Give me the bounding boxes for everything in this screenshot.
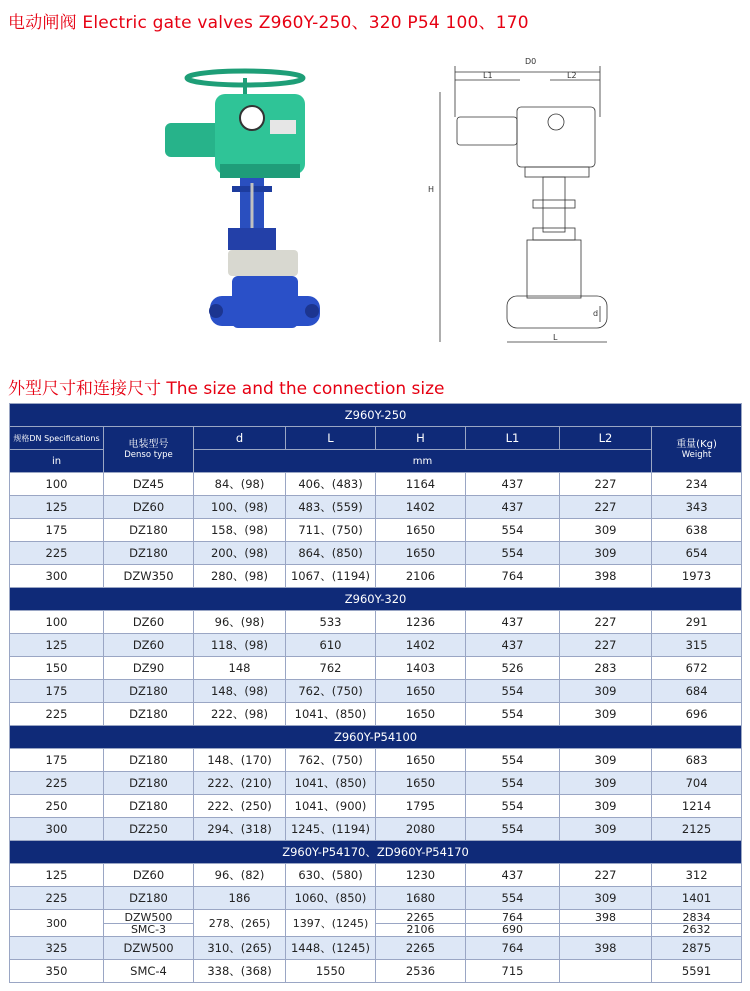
- table-cell: 291: [652, 611, 742, 634]
- section-title: Z960Y-P54170、ZD960Y-P54170: [10, 841, 742, 864]
- spec-table: [9, 403, 742, 983]
- header-weight-en: Weight: [681, 449, 712, 460]
- table-cell: 125: [10, 496, 104, 519]
- table-cell: 437: [466, 496, 560, 519]
- table-row: [10, 542, 742, 565]
- table-cell: DZ60: [104, 496, 194, 519]
- table-cell: 1060、(850): [286, 887, 376, 910]
- table-cell: 309: [560, 795, 652, 818]
- table-cell: 148、(98): [194, 680, 286, 703]
- table-cell: 526: [466, 657, 560, 680]
- table-cell: 1067、(1194): [286, 565, 376, 588]
- table-cell: 118、(98): [194, 634, 286, 657]
- table-row: [10, 864, 742, 887]
- table-cell: 638: [652, 519, 742, 542]
- table-cell: 864、(850): [286, 542, 376, 565]
- table-cell: 554: [466, 887, 560, 910]
- table-cell: [560, 960, 652, 983]
- section-subtitle: 外型尺寸和连接尺寸 The size and the connection size: [8, 379, 445, 399]
- table-cell: 222、(250): [194, 795, 286, 818]
- table-cell: 310、(265): [194, 937, 286, 960]
- table-cell: [466, 910, 560, 937]
- label-d: d: [593, 309, 599, 318]
- table-cell: 1402: [376, 634, 466, 657]
- table-cell: 2265: [376, 937, 466, 960]
- table-cell: 437: [466, 864, 560, 887]
- cell-line-2: 2106: [406, 922, 435, 936]
- table-cell: 343: [652, 496, 742, 519]
- table-row: [10, 887, 742, 910]
- table-cell: DZ180: [104, 703, 194, 726]
- table-row: [10, 795, 742, 818]
- table-cell: 762、(750): [286, 749, 376, 772]
- table-cell: 610: [286, 634, 376, 657]
- table-cell: 234: [652, 473, 742, 496]
- table-cell: 1680: [376, 887, 466, 910]
- table-cell: 300: [10, 565, 104, 588]
- table-cell: 1650: [376, 680, 466, 703]
- table-cell: 100: [10, 473, 104, 496]
- table-cell: DZ60: [104, 611, 194, 634]
- table-cell: 1973: [652, 565, 742, 588]
- table-cell: DZ180: [104, 772, 194, 795]
- table-row: [10, 519, 742, 542]
- table-cell: 283: [560, 657, 652, 680]
- table-cell: 1448、(1245): [286, 937, 376, 960]
- table-cell: 200、(98): [194, 542, 286, 565]
- table-cell: 148: [194, 657, 286, 680]
- table-cell: 1402: [376, 496, 466, 519]
- header-col-H: H: [376, 427, 466, 450]
- table-cell: 2080: [376, 818, 466, 841]
- table-cell: 222、(98): [194, 703, 286, 726]
- table-cell: 1230: [376, 864, 466, 887]
- table-cell: [652, 910, 742, 937]
- table-cell: 1041、(850): [286, 703, 376, 726]
- table-cell: 309: [560, 680, 652, 703]
- table-cell: SMC-4: [104, 960, 194, 983]
- cell-line-1: DZW500: [104, 912, 193, 924]
- label-l1: L1: [483, 71, 493, 80]
- table-cell: 1397、(1245): [286, 910, 376, 937]
- table-row: [10, 565, 742, 588]
- table-cell: 1401: [652, 887, 742, 910]
- table-cell: 554: [466, 818, 560, 841]
- table-row: [10, 749, 742, 772]
- table-cell: [560, 910, 652, 937]
- cell-line-1: 398: [560, 912, 651, 924]
- table-cell: 1650: [376, 542, 466, 565]
- table-cell: 762: [286, 657, 376, 680]
- table-cell: 227: [560, 611, 652, 634]
- table-cell: 1041、(900): [286, 795, 376, 818]
- section-row: [10, 404, 742, 427]
- header-denso: [104, 427, 194, 473]
- table-cell: 533: [286, 611, 376, 634]
- table-cell: 225: [10, 887, 104, 910]
- table-cell: 96、(98): [194, 611, 286, 634]
- header-denso-cn: 电装型号: [128, 438, 169, 450]
- table-cell: DZ180: [104, 795, 194, 818]
- dimension-drawing: [415, 52, 615, 357]
- table-cell: 684: [652, 680, 742, 703]
- table-cell: 437: [466, 473, 560, 496]
- header-denso-en: Denso type: [124, 449, 173, 460]
- table-cell: 1041、(850): [286, 772, 376, 795]
- table-cell: 158、(98): [194, 519, 286, 542]
- table-cell: 554: [466, 519, 560, 542]
- table-cell: 554: [466, 680, 560, 703]
- section-title: Z960Y-250: [10, 404, 742, 427]
- section-title: Z960Y-P54100: [10, 726, 742, 749]
- table-cell: 1550: [286, 960, 376, 983]
- table-cell: 148、(170): [194, 749, 286, 772]
- header-col-L1: L1: [466, 427, 560, 450]
- table-row: [10, 910, 742, 937]
- table-cell: 715: [466, 960, 560, 983]
- cell-line-1: 2265: [376, 912, 465, 924]
- table-cell: 1650: [376, 703, 466, 726]
- table-cell: 554: [466, 795, 560, 818]
- table-cell: DZW500: [104, 937, 194, 960]
- label-d0: D0: [525, 57, 537, 66]
- header-spec-unit: in: [10, 450, 104, 473]
- table-cell: 125: [10, 864, 104, 887]
- table-cell: 554: [466, 749, 560, 772]
- table-cell: 672: [652, 657, 742, 680]
- table-cell: 325: [10, 937, 104, 960]
- table-cell: 225: [10, 542, 104, 565]
- table-cell: 2106: [376, 565, 466, 588]
- table-cell: 227: [560, 634, 652, 657]
- table-cell: DZ180: [104, 887, 194, 910]
- table-cell: [104, 910, 194, 937]
- table-cell: DZ180: [104, 519, 194, 542]
- section-title: Z960Y-320: [10, 588, 742, 611]
- table-cell: 96、(82): [194, 864, 286, 887]
- table-cell: 1403: [376, 657, 466, 680]
- table-cell: DZ60: [104, 634, 194, 657]
- table-row: [10, 657, 742, 680]
- table-cell: DZ180: [104, 749, 194, 772]
- table-row: [10, 611, 742, 634]
- table-cell: 554: [466, 703, 560, 726]
- table-cell: 704: [652, 772, 742, 795]
- table-cell: 2536: [376, 960, 466, 983]
- table-cell: 1650: [376, 519, 466, 542]
- table-cell: 250: [10, 795, 104, 818]
- table-cell: DZ90: [104, 657, 194, 680]
- table-cell: 437: [466, 611, 560, 634]
- table-cell: 1214: [652, 795, 742, 818]
- cell-line-2: SMC-3: [130, 922, 167, 936]
- table-cell: 5591: [652, 960, 742, 983]
- table-row: [10, 818, 742, 841]
- table-cell: DZ45: [104, 473, 194, 496]
- table-cell: 227: [560, 864, 652, 887]
- table-cell: 300: [10, 910, 104, 937]
- table-cell: 312: [652, 864, 742, 887]
- cell-line-2: 690: [502, 922, 523, 936]
- table-cell: 227: [560, 473, 652, 496]
- section-row: [10, 726, 742, 749]
- table-row: [10, 496, 742, 519]
- header-mm-unit: mm: [194, 450, 652, 473]
- page-title: 电动闸阀 Electric gate valves Z960Y-250、320 P54 100、170: [8, 13, 529, 33]
- table-cell: 711、(750): [286, 519, 376, 542]
- table-cell: 630、(580): [286, 864, 376, 887]
- header-weight: [652, 427, 742, 473]
- table-cell: 225: [10, 772, 104, 795]
- table-cell: 278、(265): [194, 910, 286, 937]
- table-cell: 150: [10, 657, 104, 680]
- table-cell: [376, 910, 466, 937]
- table-cell: 1650: [376, 772, 466, 795]
- table-cell: 406、(483): [286, 473, 376, 496]
- table-cell: 309: [560, 818, 652, 841]
- table-cell: 483、(559): [286, 496, 376, 519]
- table-cell: 338、(368): [194, 960, 286, 983]
- table-cell: 227: [560, 496, 652, 519]
- table-cell: DZ250: [104, 818, 194, 841]
- table-cell: 225: [10, 703, 104, 726]
- table-cell: 696: [652, 703, 742, 726]
- table-cell: 222、(210): [194, 772, 286, 795]
- section-row: [10, 588, 742, 611]
- table-row: [10, 703, 742, 726]
- table-cell: 294、(318): [194, 818, 286, 841]
- header-col-L2: L2: [560, 427, 652, 450]
- table-cell: 100: [10, 611, 104, 634]
- table-cell: 175: [10, 519, 104, 542]
- table-cell: 2125: [652, 818, 742, 841]
- table-cell: 309: [560, 519, 652, 542]
- cell-line-2: [604, 923, 608, 936]
- table-cell: 350: [10, 960, 104, 983]
- table-cell: 315: [652, 634, 742, 657]
- label-l: L: [553, 333, 558, 342]
- table-cell: DZ180: [104, 680, 194, 703]
- table-cell: 309: [560, 749, 652, 772]
- table-cell: 1245、(1194): [286, 818, 376, 841]
- table-cell: 309: [560, 887, 652, 910]
- section-row: [10, 841, 742, 864]
- table-cell: 186: [194, 887, 286, 910]
- header-col-d: d: [194, 427, 286, 450]
- header-spec: 规格DN Specifications: [10, 427, 104, 450]
- table-row: [10, 473, 742, 496]
- label-h: H: [428, 185, 435, 194]
- table-cell: 398: [560, 937, 652, 960]
- table-cell: 1236: [376, 611, 466, 634]
- table-cell: 2875: [652, 937, 742, 960]
- table-cell: 309: [560, 542, 652, 565]
- table-cell: 764: [466, 937, 560, 960]
- table-cell: 84、(98): [194, 473, 286, 496]
- table-cell: 764: [466, 565, 560, 588]
- table-cell: 1164: [376, 473, 466, 496]
- table-row: [10, 634, 742, 657]
- table-cell: 762、(750): [286, 680, 376, 703]
- cell-line-1: 764: [466, 912, 559, 924]
- table-cell: 125: [10, 634, 104, 657]
- cell-line-2: 2632: [682, 922, 711, 936]
- table-cell: 554: [466, 772, 560, 795]
- table-cell: DZ180: [104, 542, 194, 565]
- table-cell: 398: [560, 565, 652, 588]
- table-cell: DZW350: [104, 565, 194, 588]
- table-cell: 554: [466, 542, 560, 565]
- header-row: [10, 427, 742, 450]
- table-row: [10, 680, 742, 703]
- table-cell: 175: [10, 680, 104, 703]
- label-l2: L2: [567, 71, 577, 80]
- table-cell: 1650: [376, 749, 466, 772]
- table-cell: 280、(98): [194, 565, 286, 588]
- cell-line-1: 2834: [652, 912, 741, 924]
- table-cell: 300: [10, 818, 104, 841]
- valve-photo: [160, 68, 320, 340]
- header-weight-cn: 重量(Kg): [676, 438, 717, 450]
- table-cell: 437: [466, 634, 560, 657]
- table-row: [10, 772, 742, 795]
- table-row: [10, 937, 742, 960]
- table-cell: 1795: [376, 795, 466, 818]
- table-cell: 100、(98): [194, 496, 286, 519]
- table-cell: 175: [10, 749, 104, 772]
- table-cell: 654: [652, 542, 742, 565]
- header-col-L: L: [286, 427, 376, 450]
- table-row: [10, 960, 742, 983]
- table-cell: DZ60: [104, 864, 194, 887]
- table-cell: 309: [560, 703, 652, 726]
- table-cell: 309: [560, 772, 652, 795]
- table-cell: 683: [652, 749, 742, 772]
